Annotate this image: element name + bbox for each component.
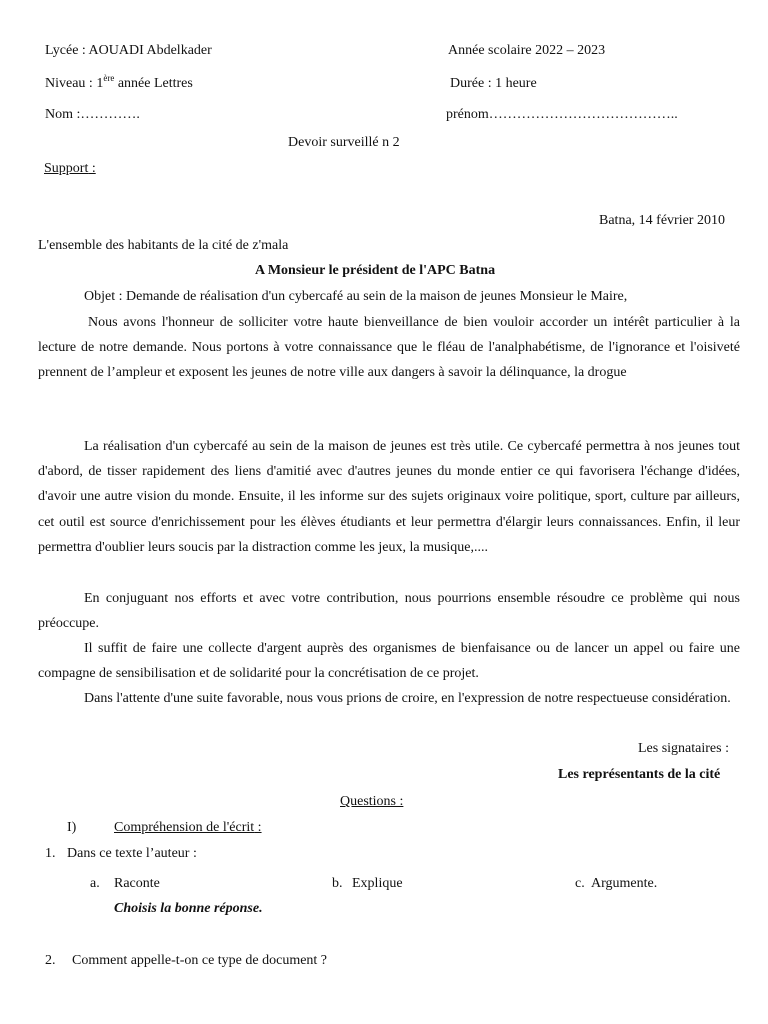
letter-paragraph-2: La réalisation d'un cybercafé au sein de la maison de jeunes est très utile. Ce cybercafé permettra à nos jeunes tout d'abord, de tisser rapidement des liens d'amitié avec d'autres jeunes du monde entier ce qui favorisera l'échange d'idées, d'avoir une autre vision du monde. Ensuite, il les informe sur des sujets originaux voire politique, sport, culture par ailleurs, cet outil est source d'enrichissement pour les élèves étudiants et leur permettra d'élargir leurs connaissances. Enfin, il leur permettra d'oublier leurs soucis par la distraction comme les jeux, la musique,.... xyxy=(38,439,740,555)
signature-name: Les représentants de la cité xyxy=(558,767,721,782)
questions-title: Questions xyxy=(340,794,396,809)
section-colon: : xyxy=(254,820,262,835)
section-number: I) xyxy=(67,820,77,835)
letter-object: Objet : Demande de réalisation d'un cybercafé au sein de la maison de jeunes Monsieur le Maire, xyxy=(84,289,628,304)
option-a-letter: a. xyxy=(90,876,100,891)
section-heading xyxy=(114,819,262,837)
question-2-number: 2. xyxy=(45,953,56,968)
exam-title: Devoir surveillé n 2 xyxy=(288,135,400,150)
class-level-suffix: année Lettres xyxy=(114,76,193,91)
letter-sender: L'ensemble des habitants de la cité de z'mala xyxy=(38,238,289,253)
firstname-field: prénom………………………………….. xyxy=(446,107,678,122)
support-heading xyxy=(44,160,96,178)
exam-duration: Durée : 1 heure xyxy=(450,76,537,91)
option-b-text: Explique xyxy=(352,876,403,891)
section-title: Compréhension de l'écrit xyxy=(114,820,255,835)
letter-paragraph-3: En conjuguant nos efforts et avec votre contribution, nous pourrions ensemble résoudre ce problème qui nous préoccupe. xyxy=(38,591,740,632)
school-year: Année scolaire 2022 – 2023 xyxy=(448,43,606,58)
question-1-text: Dans ce texte l’auteur : xyxy=(67,846,197,861)
option-c-letter: c. xyxy=(575,876,585,891)
letter-paragraph-4: Il suffit de faire une collecte d'argent auprès des organismes de bienfaisance ou de lancer un appel ou faire une compagne de sensibilisation et de solidarité pour la concrétisation de ce projet. xyxy=(38,641,740,682)
class-level-sup: ère xyxy=(103,73,115,83)
letter-date: Batna, 14 février 2010 xyxy=(599,213,725,228)
question-1-instruction: Choisis la bonne réponse. xyxy=(114,901,263,916)
class-level xyxy=(45,75,193,93)
option-c-text: Argumente. xyxy=(591,876,658,891)
support-colon: : xyxy=(88,161,96,176)
option-a-text: Raconte xyxy=(114,876,160,891)
question-2-text: Comment appelle-t-on ce type de document ? xyxy=(72,953,328,968)
class-level-prefix: Niveau : 1 xyxy=(45,76,104,91)
letter-paragraph-1: Nous avons l'honneur de solliciter votre haute bienveillance de bien vouloir accorder un intérêt particulier à la lecture de notre demande. Nous portons à votre connaissance que le fléau de l'analphabétisme, de l'ignorance et l'oisiveté prennent de l’ampleur et exposent les jeunes de notre ville aux dangers à savoir la délinquance, la drogue xyxy=(38,315,740,381)
questions-heading xyxy=(340,793,403,811)
question-1-number: 1. xyxy=(45,846,56,861)
questions-colon: : xyxy=(396,794,404,809)
school-name: Lycée : AOUADI Abdelkader xyxy=(45,43,212,58)
support-label: Support xyxy=(44,161,89,176)
signature-label: Les signataires : xyxy=(638,741,729,756)
letter-paragraph-5: Dans l'attente d'une suite favorable, nous vous prions de croire, en l'expression de notre respectueuse considération. xyxy=(84,691,731,706)
letter-recipient: A Monsieur le président de l'APC Batna xyxy=(255,263,496,278)
name-field: Nom :…………. xyxy=(45,107,140,122)
option-b-letter: b. xyxy=(332,876,343,891)
